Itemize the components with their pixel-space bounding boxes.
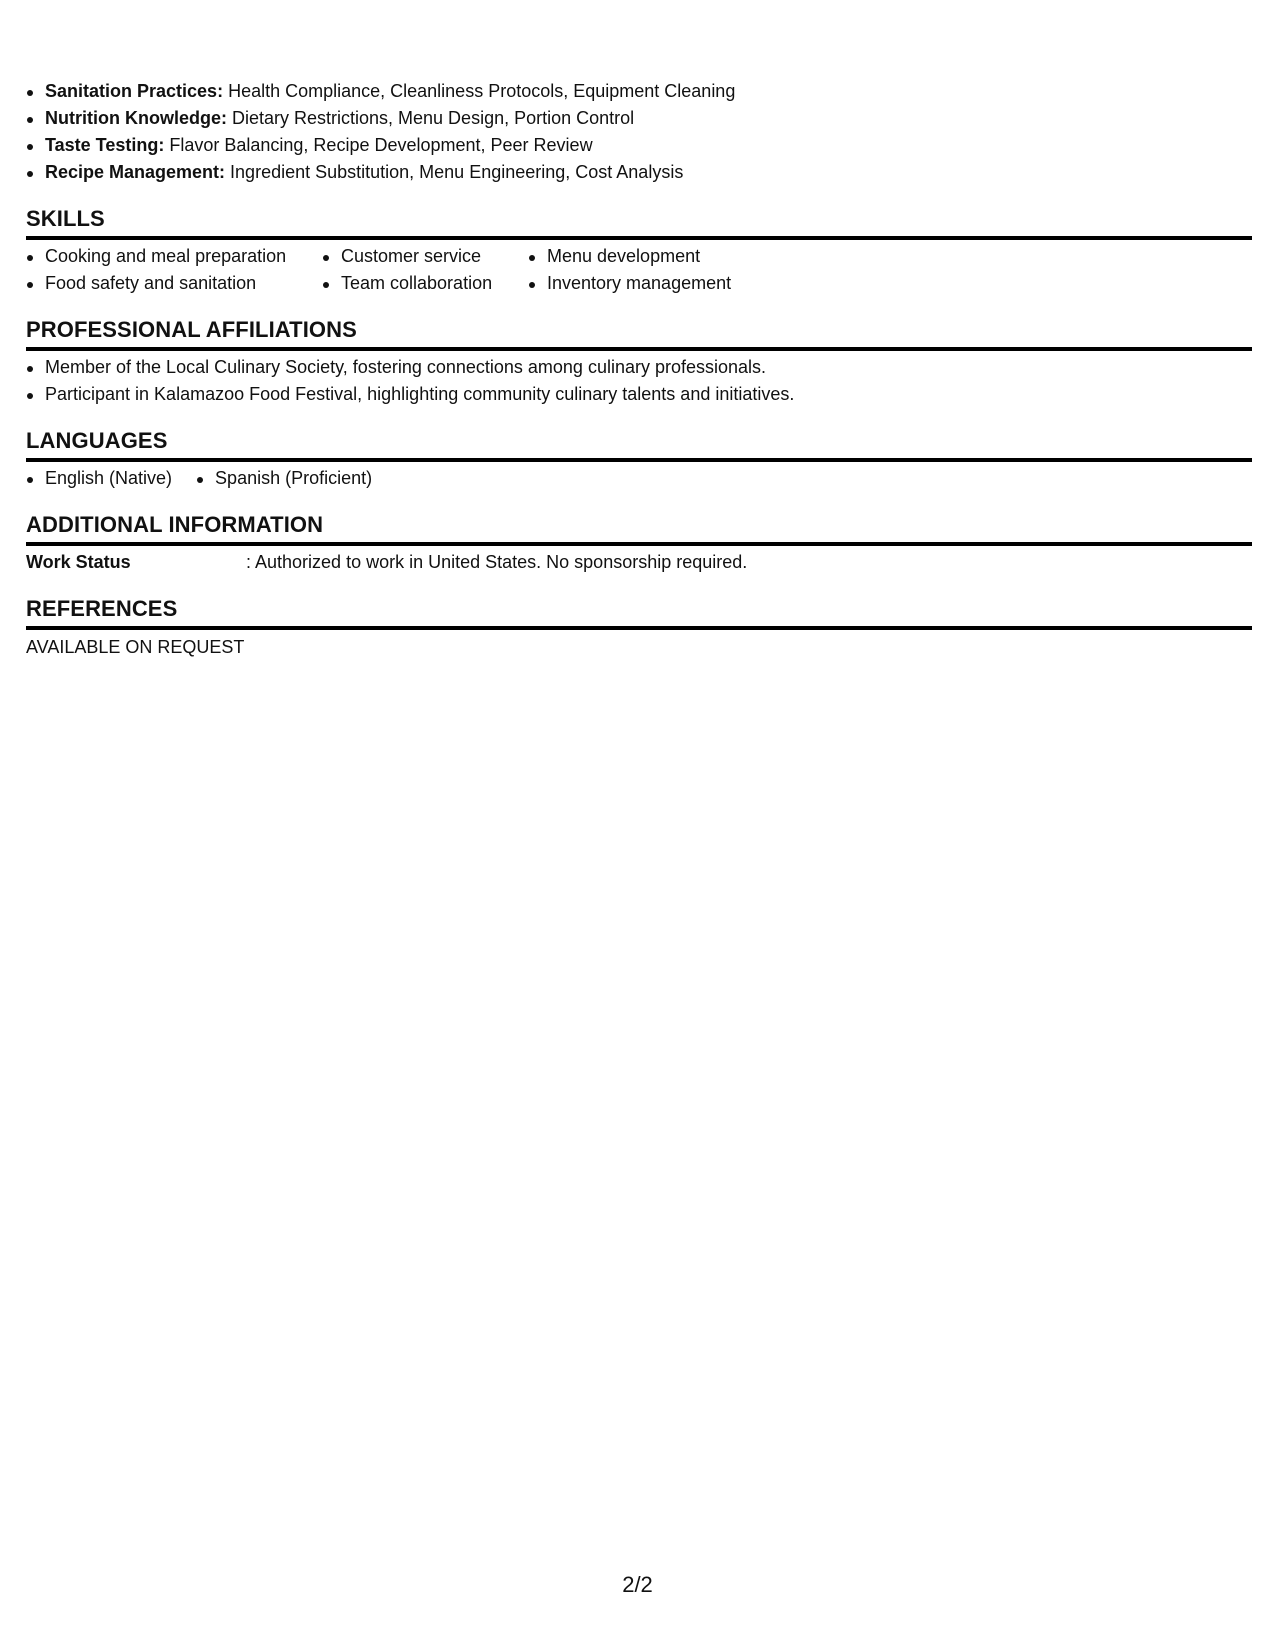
additional-info-section: [26, 512, 1252, 576]
section-title: LANGUAGES: [26, 428, 1252, 462]
affiliations-list: [26, 354, 1252, 408]
item-term: Sanitation Practices:: [45, 81, 224, 101]
list-item: [26, 159, 1252, 186]
page-number: 2/2: [622, 1572, 653, 1597]
list-item: [26, 132, 1252, 159]
skill-item: Customer service: [322, 243, 528, 270]
skill-item: Cooking and meal preparation: [26, 243, 322, 270]
item-term: Taste Testing:: [45, 135, 165, 155]
section-title: PROFESSIONAL AFFILIATIONS: [26, 317, 1252, 351]
section-title: ADDITIONAL INFORMATION: [26, 512, 1252, 546]
item-detail: Ingredient Substitution, Menu Engineering, Cost Analysis: [225, 162, 684, 182]
skill-item: Menu development: [528, 243, 828, 270]
language-item: English (Native): [26, 465, 172, 492]
affiliations-section: [26, 317, 1252, 408]
skills-column: [26, 243, 322, 297]
work-status-row: [26, 549, 1252, 576]
section-title: SKILLS: [26, 206, 1252, 240]
skills-column: [322, 243, 528, 297]
list-item: [26, 105, 1252, 132]
resume-page: [26, 78, 1252, 661]
skills-column: [528, 243, 828, 297]
skill-item: Team collaboration: [322, 270, 528, 297]
item-detail: Dietary Restrictions, Menu Design, Portion Control: [226, 108, 635, 128]
specialty-list: [26, 78, 1252, 186]
language-item: Spanish (Proficient): [196, 465, 372, 492]
skills-columns: [26, 243, 1252, 297]
list-item: [26, 78, 1252, 105]
references-text: AVAILABLE ON REQUEST: [26, 637, 245, 657]
skills-section: [26, 206, 1252, 297]
item-detail: Flavor Balancing, Recipe Development, Peer Review: [164, 135, 593, 155]
item-term: Nutrition Knowledge:: [45, 108, 227, 128]
item-detail: Health Compliance, Cleanliness Protocols, Equipment Cleaning: [223, 81, 736, 101]
skill-item: Inventory management: [528, 270, 828, 297]
references-section: [26, 596, 1252, 661]
affiliation-item: Participant in Kalamazoo Food Festival, highlighting community culinary talents and initiatives.: [26, 381, 1252, 408]
skill-item: Food safety and sanitation: [26, 270, 322, 297]
section-title: REFERENCES: [26, 596, 1252, 630]
work-status-value: : Authorized to work in United States. No sponsorship required.: [246, 552, 748, 572]
languages-section: [26, 428, 1252, 492]
affiliation-item: Member of the Local Culinary Society, fostering connections among culinary professionals.: [26, 354, 1252, 381]
item-term: Recipe Management:: [45, 162, 226, 182]
languages-list: [26, 465, 1252, 492]
work-status-label: Work Status: [26, 552, 131, 572]
